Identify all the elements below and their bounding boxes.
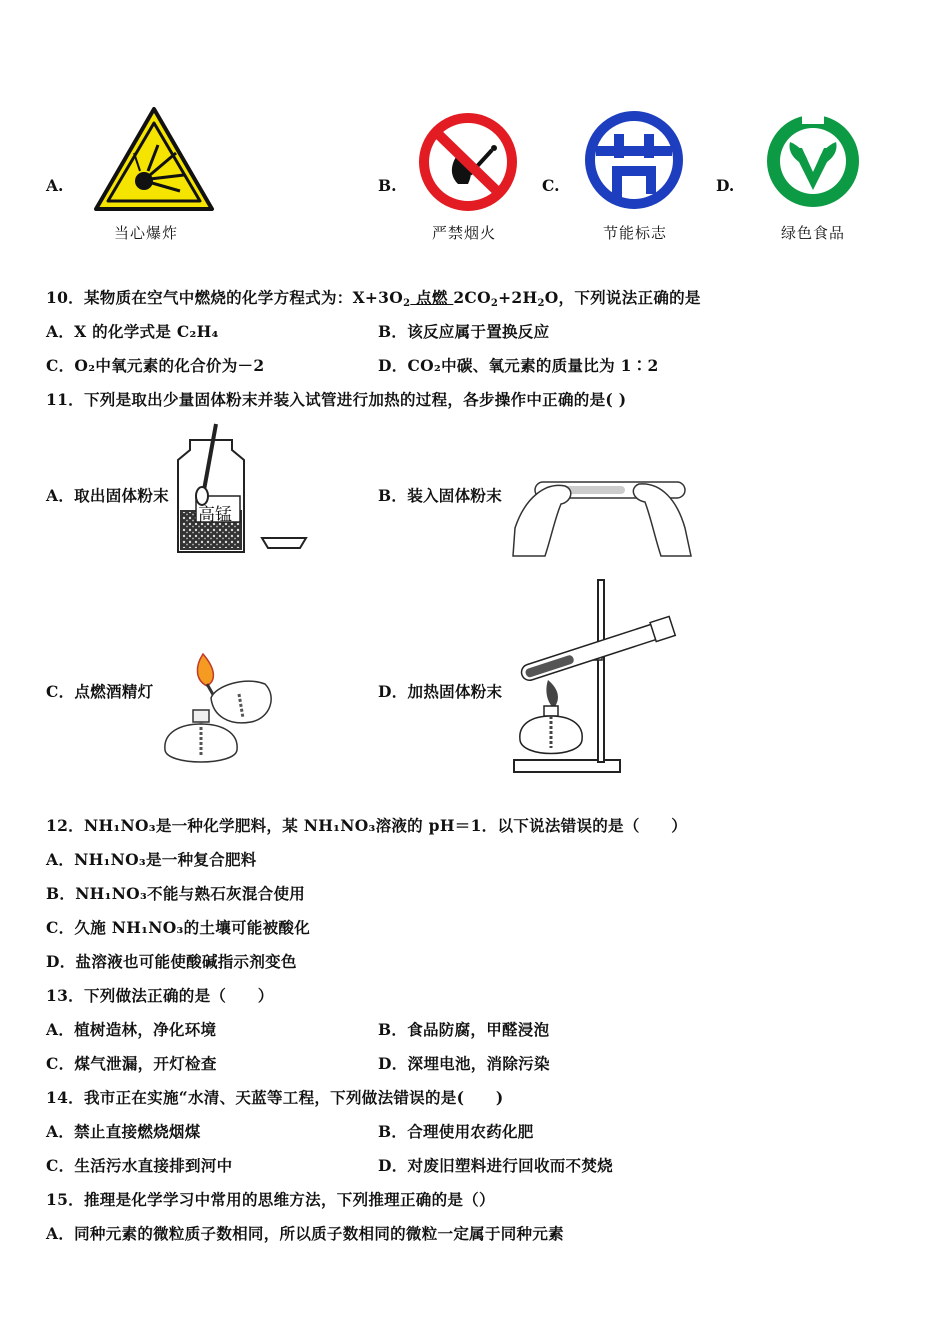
q9-option-d-letter: D. — [716, 176, 735, 195]
q12-option-b: B．NH₁NO₃不能与熟石灰混合使用 — [46, 884, 306, 903]
q11-option-b: B．装入固体粉末 — [378, 486, 503, 505]
q13-stem: 13．下列做法正确的是（ ） — [46, 986, 274, 1005]
energy-saving-icon — [584, 108, 684, 212]
hands-with-test-tube-illustration — [505, 468, 695, 560]
q11-option-c: C．点燃酒精灯 — [46, 682, 154, 701]
q9-caption-d: 绿色食品 — [781, 224, 846, 242]
q11-option-d: D．加热固体粉末 — [378, 682, 503, 701]
q9-option-b-letter: B. — [378, 176, 397, 195]
q11-stem: 11．下列是取出少量固体粉末并装入试管进行加热的过程，各步操作中正确的是( ) — [46, 390, 627, 409]
q15-stem: 15．推理是化学学习中常用的思维方法，下列推理正确的是（） — [46, 1190, 495, 1209]
q14-option-c: C．生活污水直接排到河中 — [46, 1156, 233, 1175]
q12-stem: 12．NH₁NO₃是一种化学肥料，某 NH₁NO₃溶液的 pH＝1．以下说法错误的是（ ） — [46, 816, 688, 835]
alcohol-lamps-illustration — [155, 646, 281, 774]
q13-option-b: B．食品防腐，甲醛浸泡 — [378, 1020, 550, 1039]
reagent-bottle-illustration — [170, 420, 310, 560]
green-food-icon — [762, 110, 864, 212]
q15-option-a: A．同种元素的微粒质子数相同，所以质子数相同的微粒一定属于同种元素 — [46, 1224, 564, 1243]
q12-option-d: D．盐溶液也可能使酸碱指示剂变色 — [46, 952, 297, 971]
q10-option-d: D．CO₂中碳、氧元素的质量比为 1∶2 — [378, 356, 659, 375]
q11-option-a: A．取出固体粉末 — [46, 486, 169, 505]
q10-stem: 10．某物质在空气中燃烧的化学方程式为：$X+3O_2$ 点燃 $2CO_2+2H_2O$，下列说法正确的是 — [46, 288, 701, 309]
q12-option-a: A．NH₁NO₃是一种复合肥料 — [46, 850, 257, 869]
q13-option-c: C．煤气泄漏，开灯检查 — [46, 1054, 217, 1073]
q14-option-b: B．合理使用农药化肥 — [378, 1122, 534, 1141]
q9-caption-c: 节能标志 — [603, 224, 668, 242]
bottle-label: 高锰 — [198, 505, 232, 525]
heating-apparatus-illustration — [508, 580, 678, 776]
q14-option-d: D．对废旧塑料进行回收而不焚烧 — [378, 1156, 613, 1175]
q13-option-a: A．植树造林，净化环境 — [46, 1020, 217, 1039]
q14-stem: 14．我市正在实施“水清、天蓝等工程，下列做法错误的是( ) — [46, 1088, 504, 1107]
explosion-warning-icon — [92, 105, 216, 215]
q9-option-c-letter: C. — [542, 176, 560, 195]
q12-option-c: C．久施 NH₁NO₃的土壤可能被酸化 — [46, 918, 310, 937]
q9-caption-a: 当心爆炸 — [114, 224, 179, 242]
q9-caption-b: 严禁烟火 — [432, 224, 497, 242]
no-fire-icon — [418, 112, 518, 212]
q13-option-d: D．深埋电池，消除污染 — [378, 1054, 550, 1073]
q10-option-c: C．O₂中氧元素的化合价为－2 — [46, 356, 265, 375]
q10-option-b: B．该反应属于置换反应 — [378, 322, 550, 341]
q14-option-a: A．禁止直接燃烧烟煤 — [46, 1122, 201, 1141]
q9-option-a-letter: A. — [46, 176, 64, 195]
q10-option-a: A．X 的化学式是 C₂H₄ — [46, 322, 219, 341]
